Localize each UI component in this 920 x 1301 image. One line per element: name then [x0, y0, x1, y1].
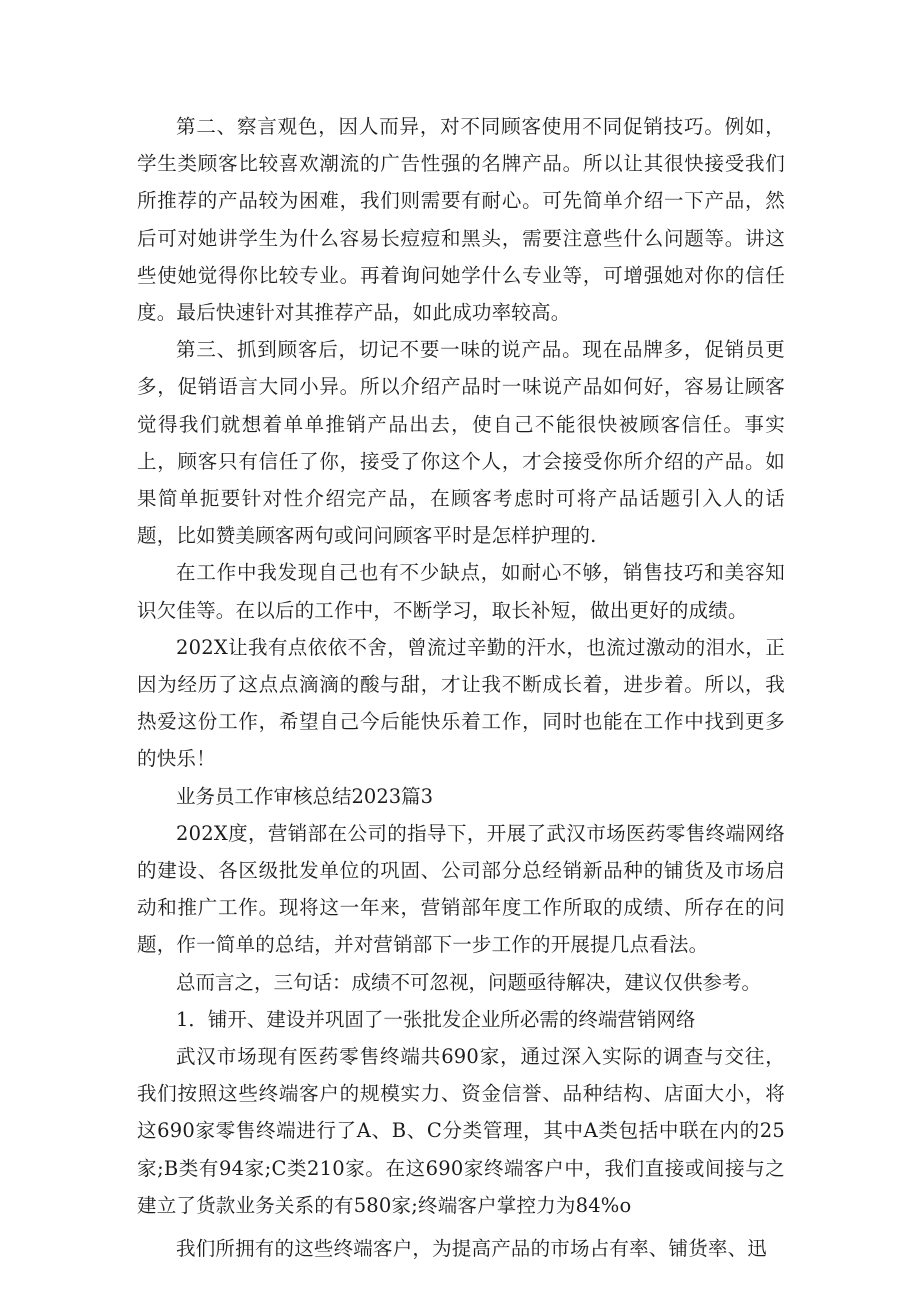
numbered-item-title: 1．铺开、建设并巩固了一张批发企业所必需的终端营销网络: [176, 1007, 696, 1031]
document-body: [137, 108, 785, 1267]
summary-line: 总而言之，三句话：成绩不可忽视，问题亟待解决，建议仅供参考。: [176, 970, 762, 994]
paragraph-terminal-network: 武汉市场现有医药零售终端共690家，通过深入实际的调查与交往，我们按照这些终端客户的规模实力、资金信誉、品种结构、店面大小，将这690家零售终端进行了A、B、C分类管理，其中A类包括中联在内的25家;B类有94家;C类210家。在这690家终端客户中，我们直接或间接与之建立了货款业务关系的有580家;终端客户掌控力为84%o: [137, 1045, 785, 1217]
paragraph-third-point: 第三、抓到顾客后，切记不要一味的说产品。现在品牌多，促销员更多，促销语言大同小异。所以介绍产品时一味说产品如何好，容易让顾客觉得我们就想着单单推销产品出去，使自己不能很快被顾客信任。事实上，顾客只有信任了你，接受了你这个人，才会接受你所介绍的产品。如果简单扼要针对性介绍完产品，在顾客考虑时可将产品话题引入人的话题，比如赞美顾客两句或问问顾客平时是怎样护理的.: [137, 338, 785, 548]
section-heading: 业务员工作审核总结2023篇3: [176, 784, 434, 808]
paragraph-last-line: 我们所拥有的这些终端客户，为提高产品的市场占有率、铺货率、迅: [176, 1237, 768, 1261]
paragraph-reflection: 202X让我有点依依不舍，曾流过辛勤的汗水，也流过激动的泪水，正因为经历了这点点滴滴的酸与甜，才让我不断成长着，进步着。所以，我热爱这份工作，希望自己今后能快乐着工作，同时也能在工作中找到更多的快乐！: [137, 635, 785, 771]
paragraph-shortcomings: 在工作中我发现自己也有不少缺点，如耐心不够，销售技巧和美容知识欠佳等。在以后的工作中，不断学习，取长补短，做出更好的成绩。: [137, 561, 785, 622]
paragraph-second-point: 第二、察言观色，因人而异，对不同顾客使用不同促销技巧。例如，学生类顾客比较喜欢潮流的广告性强的名牌产品。所以让其很快接受我们所推荐的产品较为困难，我们则需要有耐心。可先简单介绍一下产品，然后可对她讲学生为什么容易长痘痘和黑头，需要注意些什么问题等。讲这些使她觉得你比较专业。再着询问她学什么专业等，可增强她对你的信任度。最后快速针对其推荐产品，如此成功率较高。: [137, 115, 785, 325]
paragraph-intro: 202X度，营销部在公司的指导下，开展了武汉市场医药零售终端网络的建设、各区级批发单位的巩固、公司部分总经销新品种的铺货及市场启动和推广工作。现将这一年来，营销部年度工作所取的成绩、所存在的问题，作一简单的总结，并对营销部下一步工作的开展提几点看法。: [137, 821, 785, 957]
